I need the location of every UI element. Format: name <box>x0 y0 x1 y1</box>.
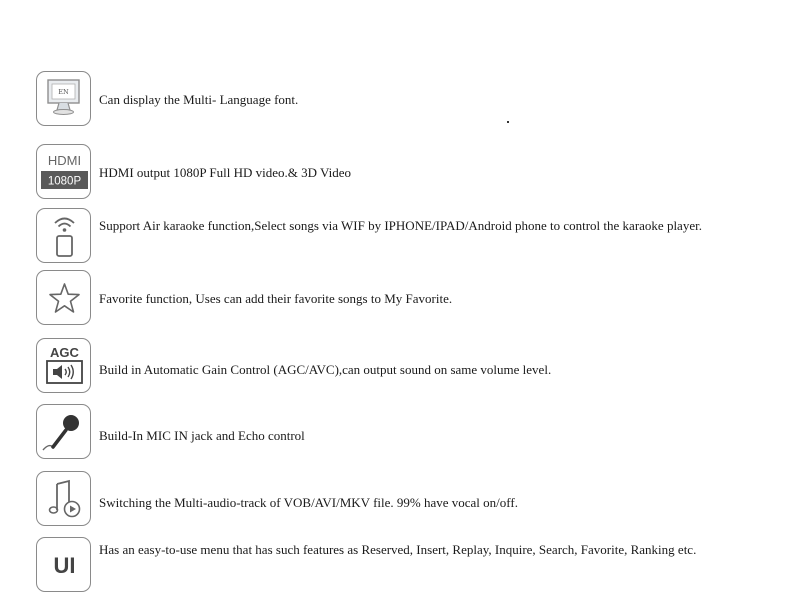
monitor-en-label: EN <box>58 88 69 96</box>
wifi-phone-icon <box>36 208 91 263</box>
ui-icon <box>36 537 91 592</box>
ui-label: UI <box>53 553 76 578</box>
music-note-play-icon <box>36 471 91 526</box>
monitor-en-icon <box>36 71 91 126</box>
stray-dot <box>507 121 509 123</box>
hdmi-label: HDMI <box>47 153 82 168</box>
feature-text: Can display the Multi- Language font. <box>99 92 299 107</box>
feature-text: Has an easy-to-use menu that has such features as Reserved, Insert, Replay, Inquire, Search, Favorite, Ranking etc. <box>99 542 697 557</box>
microphone-icon <box>36 404 91 459</box>
feature-text: Build-In MIC IN jack and Echo control <box>99 428 305 443</box>
agc-speaker-icon <box>36 338 91 393</box>
feature-text: HDMI output 1080P Full HD video.& 3D Video <box>99 165 352 180</box>
feature-text: Support Air karaoke function,Select songs via WIF by IPHONE/IPAD/Android phone to control the karaoke player. <box>99 218 702 233</box>
feature-text: Switching the Multi-audio-track of VOB/AVI/MKV file. 99% have vocal on/off. <box>99 495 518 510</box>
feature-text: Build in Automatic Gain Control (AGC/AVC),can output sound on same volume level. <box>99 362 552 377</box>
agc-label: AGC <box>50 345 79 360</box>
1080p-label: 1080P <box>47 175 82 188</box>
star-icon <box>36 270 91 325</box>
feature-text: Favorite function, Uses can add their favorite songs to My Favorite. <box>99 291 453 306</box>
hdmi-1080p-icon <box>36 144 91 199</box>
